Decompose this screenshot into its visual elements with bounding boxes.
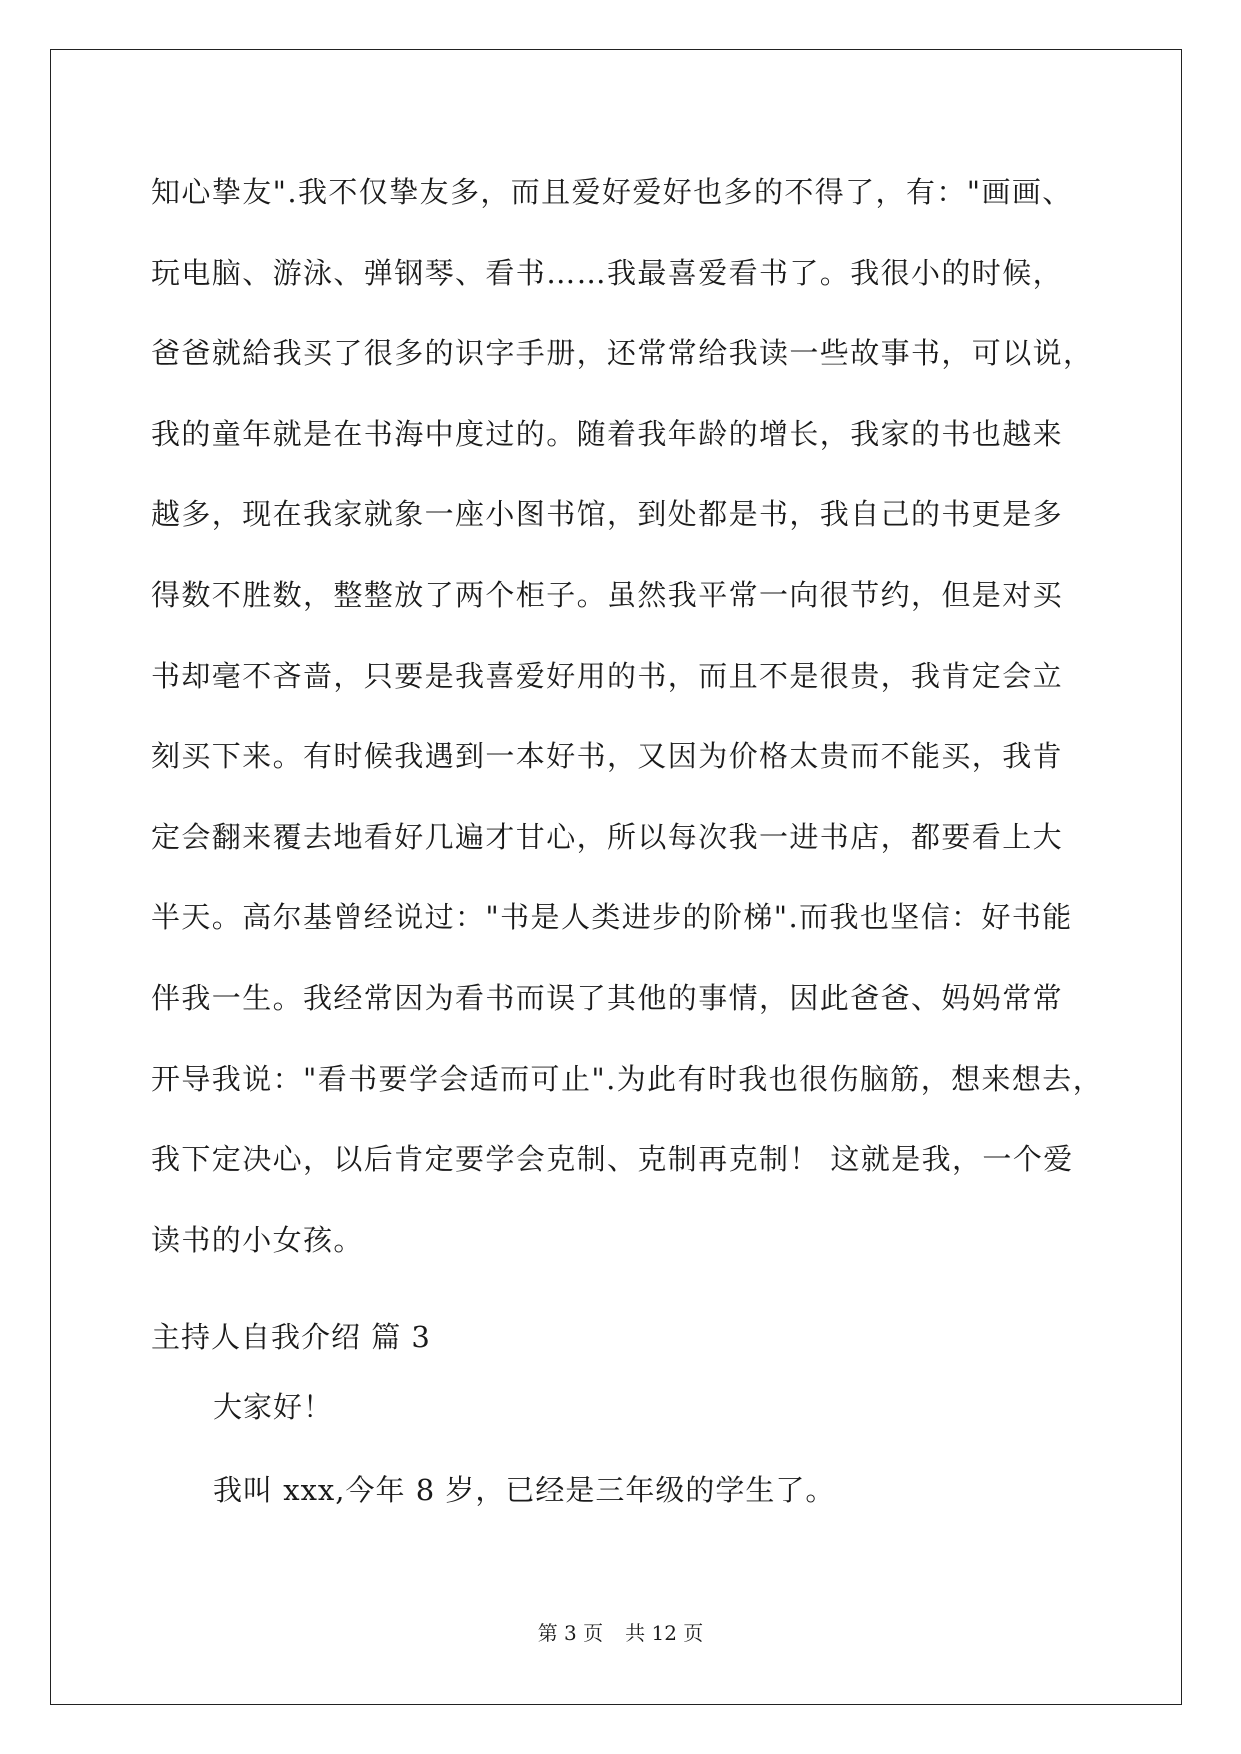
body-line: 得数不胜数，整整放了两个柜子。虽然我平常一向很节约，但是对买 — [151, 577, 1064, 612]
body-line: 半天。高尔基曾经说过："书是人类进步的阶梯".而我也坚信：好书能 — [151, 900, 1073, 935]
page-total: 共 12 页 — [625, 1621, 704, 1645]
body-line: 书却毫不吝啬，只要是我喜爱好用的书，而且不是很贵，我肯定会立 — [151, 658, 1064, 693]
greeting-paragraph: 大家好！ — [213, 1390, 334, 1424]
body-line: 我下定决心，以后肯定要学会克制、克制再克制！ 这就是我，一个爱 — [151, 1142, 1074, 1177]
body-line: 伴我一生。我经常因为看书而误了其他的事情，因此爸爸、妈妈常常 — [151, 980, 1064, 1015]
body-line: 定会翻来覆去地看好几遍才甘心，所以每次我一进书店，都要看上大 — [151, 819, 1064, 854]
page-footer — [0, 1620, 1241, 1646]
page-number: 第 3 页 — [537, 1621, 604, 1645]
document-body — [151, 152, 1104, 1280]
body-line: 爸爸就給我买了很多的识字手册，还常常给我读一些故事书，可以说， — [151, 336, 1094, 371]
body-line: 越多，现在我家就象一座小图书馆，到处都是书，我自己的书更是多 — [151, 497, 1064, 532]
body-line: 开导我说："看书要学会适而可止".为此有时我也很伤脑筋，想来想去， — [151, 1061, 1104, 1096]
body-line: 知心挚友".我不仅挚友多，而且爱好爱好也多的不得了，有："画画、 — [151, 175, 1073, 209]
body-line: 玩电脑、游泳、弹钢琴、看书……我最喜爱看书了。我很小的时候， — [151, 255, 1064, 290]
body-line: 我的童年就是在书海中度过的。随着我年龄的增长，我家的书也越来 — [151, 416, 1064, 451]
section-heading: 主持人自我介绍 篇 3 — [151, 1320, 431, 1354]
body-line: 刻买下来。有时候我遇到一本好书，又因为价格太贵而不能买，我肯 — [151, 739, 1064, 774]
intro-paragraph: 我叫 xxx,今年 8 岁，已经是三年级的学生了。 — [213, 1473, 836, 1507]
body-line: 读书的小女孩。 — [151, 1222, 364, 1257]
